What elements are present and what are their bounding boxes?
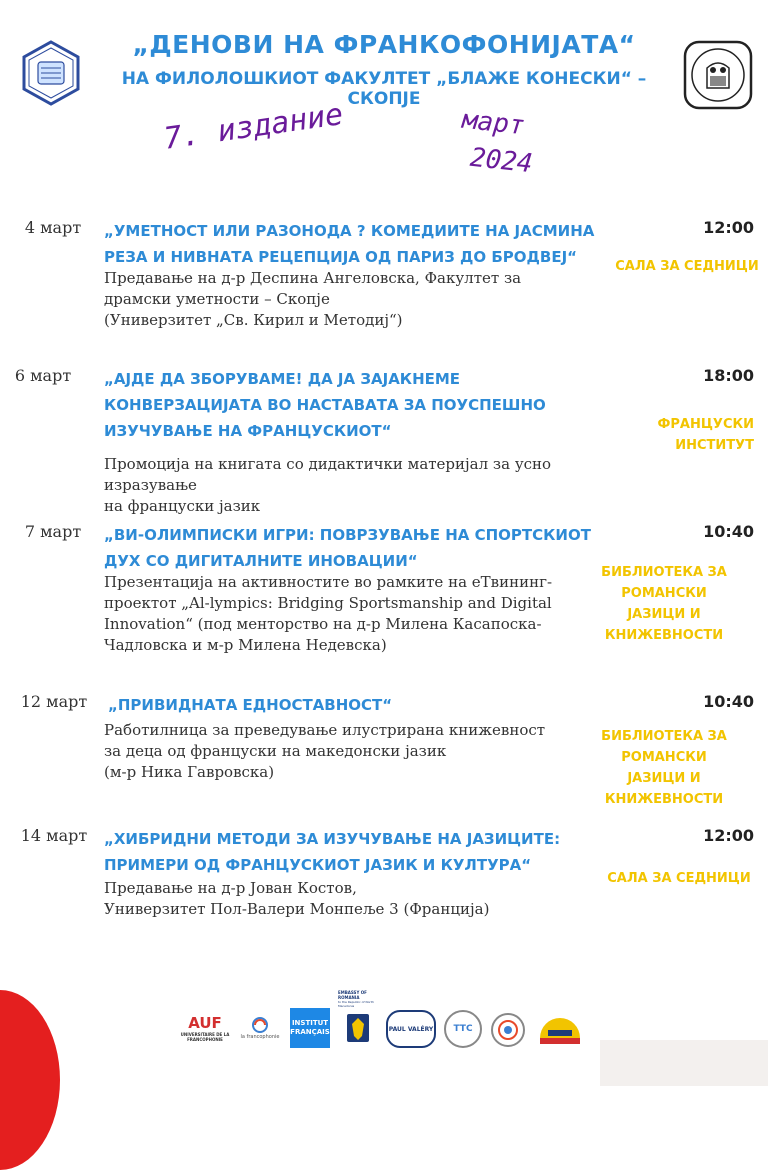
event-title: „АЈДЕ ДА ЗБОРУВАМЕ! ДА ЈА ЗАЈАКНЕМЕ КОНВЕРЗАЦИЈАТА ВО НАСТАВАТА ЗА ПОУСПЕШНО ИЗУЧУВАЊЕ НА ФРАНЦУСКИОТ“ [104,370,546,440]
paul-valery-logo: PAUL VALÉRY [386,1010,436,1048]
ttc-logo: TTC [444,1010,482,1048]
romania-coat-of-arms-icon [345,1012,371,1044]
event-description: Предавање на д-р Деспина Ангеловска, Факултет за драмски уметности – Скопје (Универзитет „Св. Кирил и Методиј“) [104,269,522,329]
university-seal-logo [683,40,753,110]
event-description: Презентација на активностите во рамките на еТвининг- проектот „Al-lympics: Bridging Sportsmanship and Digital Innovation“ (под менторство на д-р Милена Касапоска- Чадловска и м-р Милена Недевска) [104,573,553,654]
auf-logo: AUF UNIVERSITAIRE DE LA FRANCOPHONIE [180,1014,230,1042]
event-title: „ХИБРИДНИ МЕТОДИ ЗА ИЗУЧУВАЊЕ НА ЈАЗИЦИТЕ: ПРИМЕРИ ОД ФРАНЦУСКИОТ ЈАЗИК И КУЛТУРА“ [104,830,561,874]
francophonie-logo: la francophonie [238,1008,282,1048]
event-venue: ФРАНЦУСКИ ИНСТИТУТ [657,417,754,453]
edition-label: 7. издание [161,97,346,157]
bottom-shade-shape [600,1040,768,1086]
event-time: 12:00 [703,826,754,845]
event-title: „ВИ-ОЛИМПИСКИ ИГРИ: ПОВРЗУВАЊЕ НА СПОРТСКИОТ ДУХ СО ДИГИТАЛНИТЕ ИНОВАЦИИ“ [104,526,591,570]
page-title: „ДЕНОВИ НА ФРАНКОФОНИЈАТА“ [132,30,636,59]
event-description: Промоција на книгата со дидактички материјал за усно изразување на француски јазик [104,455,552,515]
event-venue: САЛА ЗА СЕДНИЦИ [607,871,751,886]
event-title: „ПРИВИДНАТА ЕДНОСТАВНОСТ“ [108,696,393,714]
red-corner-shape [0,990,60,1170]
embassy-romania-logo: EMBASSY OF ROMANIA to the Republic of North Macedonia [338,990,378,1048]
month-label: март [460,104,527,142]
event-time: 10:40 [703,692,754,711]
event-description: Предавање на д-р Јован Костов, Универзитет Пол-Валери Монпеље 3 (Франција) [104,879,490,918]
page-subtitle: НА ФИЛОЛОШКИОТ ФАКУЛТЕТ „БЛАЖЕ КОНЕСКИ“ – СКОПЈЕ [121,69,647,109]
event-title: „УМЕТНОСТ ИЛИ РАЗОНОДА ? КОМЕДИИТЕ НА ЈАСМИНА РЕЗА И НИВНАТА РЕЦЕПЦИЈА ОД ПАРИЗ ДО БРОДВЕЈ“ [104,222,595,266]
event-date: 4 март [24,218,82,237]
event-description: Работилница за преведување илустрирана книжевност за деца од француски на македонски јазик (м-р Ника Гавровска) [104,721,546,781]
partner-circle-logo [490,1012,526,1048]
event-date: 7 март [24,522,82,541]
event-venue: САЛА ЗА СЕДНИЦИ [615,259,759,274]
event-time: 18:00 [703,366,754,385]
partner-sun-logo [534,1008,586,1048]
year-label: 2024 [468,142,535,180]
event-time: 10:40 [703,522,754,541]
event-venue: БИБЛИОТЕКА ЗА РОМАНСКИ ЈАЗИЦИ И КНИЖЕВНОСТИ [601,729,727,807]
francophonie-ring-icon [251,1016,269,1034]
event-date: 14 март [20,826,88,845]
institut-francais-logo: INSTITUT FRANÇAIS [290,1008,330,1048]
event-date: 12 март [20,692,88,711]
event-venue: БИБЛИОТЕКА ЗА РОМАНСКИ ЈАЗИЦИ И КНИЖЕВНОСТИ [601,565,727,643]
event-time: 12:00 [703,218,754,237]
sponsor-logos [180,988,600,1048]
event-date: 6 март [14,366,72,385]
faculty-seal-logo [18,40,84,106]
